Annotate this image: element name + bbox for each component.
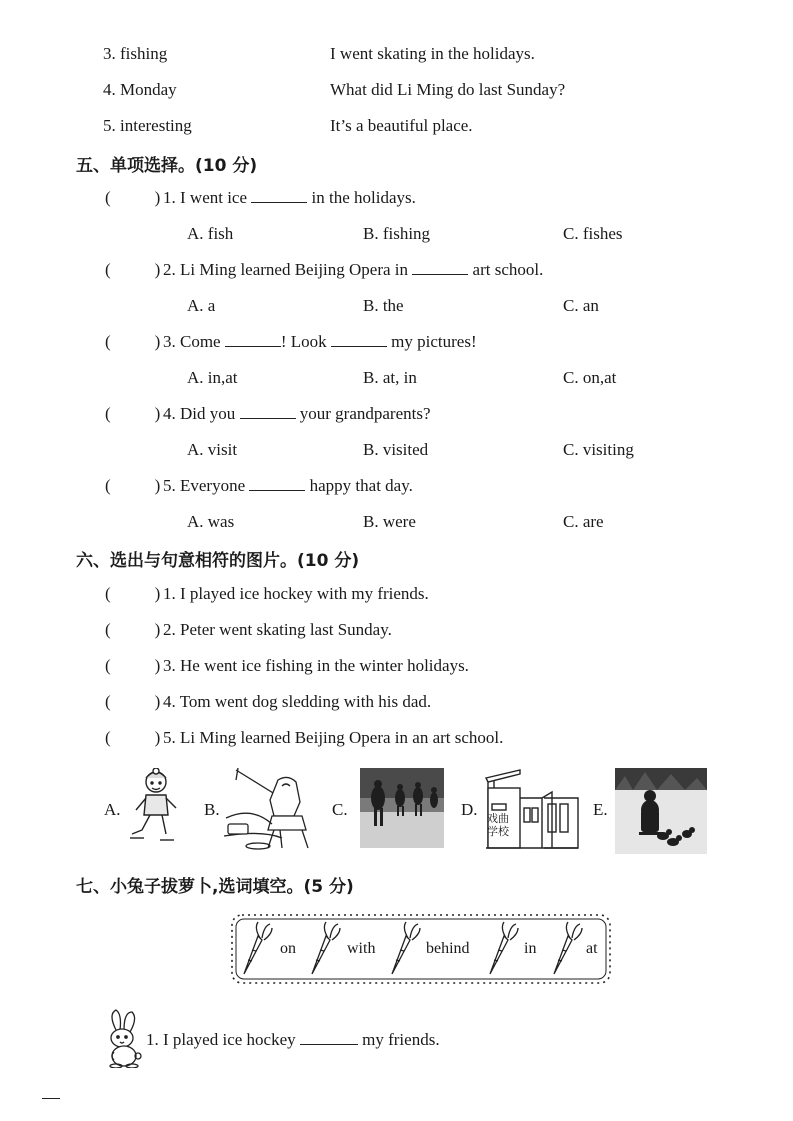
question-5: 5. Everyone happy that day. xyxy=(163,476,413,495)
sentence-5: 5. Li Ming learned Beijing Opera in an art school. xyxy=(163,728,504,747)
option-c[interactable]: C. fishes xyxy=(563,224,623,243)
word-in[interactable]: in xyxy=(524,940,537,957)
answer-blank[interactable] xyxy=(240,404,296,419)
answer-paren[interactable]: ( ) xyxy=(105,620,161,639)
question-3: 3. Come ! Look my pictures! xyxy=(163,332,477,351)
match-left-3: 3. fishing xyxy=(103,44,168,63)
section6-title: 六、选出与句意相符的图片。(10 分) xyxy=(76,551,360,571)
option-c[interactable]: C. an xyxy=(563,296,599,315)
word-behind[interactable]: behind xyxy=(426,940,470,957)
answer-paren[interactable]: ( ) xyxy=(105,260,161,279)
carrot-icon xyxy=(306,920,342,978)
answer-paren[interactable]: ( ) xyxy=(105,476,161,495)
picture-label-a: A. xyxy=(104,800,121,819)
option-a[interactable]: A. fish xyxy=(187,224,234,243)
answer-paren[interactable]: ( ) xyxy=(105,728,161,747)
match-right-5: It’s a beautiful place. xyxy=(330,116,473,135)
answer-blank[interactable] xyxy=(225,332,281,347)
option-a[interactable]: A. visit xyxy=(187,440,238,459)
option-b[interactable]: B. at, in xyxy=(363,368,417,387)
answer-blank[interactable] xyxy=(412,260,468,275)
option-c[interactable]: C. are xyxy=(563,512,604,531)
question-1: 1. I went ice in the holidays. xyxy=(163,188,416,207)
answer-blank[interactable] xyxy=(251,188,307,203)
answer-blank[interactable] xyxy=(249,476,305,491)
option-c[interactable]: C. on,at xyxy=(563,368,617,387)
section5-title: 五、单项选择。(10 分) xyxy=(76,156,258,176)
option-a[interactable]: A. a xyxy=(187,296,216,315)
answer-blank[interactable] xyxy=(300,1030,358,1045)
question-2: 2. Li Ming learned Beijing Opera in art school. xyxy=(163,260,544,279)
sentence-1: 1. I played ice hockey with my friends. xyxy=(163,584,429,603)
option-c[interactable]: C. visiting xyxy=(563,440,634,459)
answer-paren[interactable]: ( ) xyxy=(105,332,161,351)
word-on[interactable]: on xyxy=(280,940,296,957)
rabbit-icon xyxy=(102,1008,144,1068)
sentence-2: 2. Peter went skating last Sunday. xyxy=(163,620,392,639)
sentence-3: 3. He went ice fishing in the winter holidays. xyxy=(163,656,469,675)
footer-dash xyxy=(42,1098,60,1099)
option-b[interactable]: B. were xyxy=(363,512,416,531)
sentence-4: 4. Tom went dog sledding with his dad. xyxy=(163,692,432,711)
picture-label-b: B. xyxy=(204,800,220,819)
word-with[interactable]: with xyxy=(347,940,376,957)
carrot-icon xyxy=(484,920,520,978)
match-right-3: I went skating in the holidays. xyxy=(330,44,535,63)
answer-paren[interactable]: ( ) xyxy=(105,692,161,711)
option-a[interactable]: A. was xyxy=(187,512,235,531)
option-b[interactable]: B. the xyxy=(363,296,404,315)
fill-question-1: 1. I played ice hockey my friends. xyxy=(146,1030,440,1049)
school-sign: 戏曲 学校 xyxy=(487,812,509,838)
carrot-icon xyxy=(386,920,422,978)
picture-label-d: D. xyxy=(461,800,478,819)
ice-hockey-photo[interactable] xyxy=(360,768,444,848)
question-4: 4. Did you your grandparents? xyxy=(163,404,431,423)
option-b[interactable]: B. fishing xyxy=(363,224,431,243)
match-left-4: 4. Monday xyxy=(103,80,177,99)
option-a[interactable]: A. in,at xyxy=(187,368,238,387)
answer-paren[interactable]: ( ) xyxy=(105,584,161,603)
word-at[interactable]: at xyxy=(586,940,598,957)
section7-title: 七、小兔子拔萝卜,选词填空。(5 分) xyxy=(76,877,354,897)
answer-paren[interactable]: ( ) xyxy=(105,404,161,423)
match-left-5: 5. interesting xyxy=(103,116,192,135)
carrot-icon xyxy=(548,920,584,978)
carrot-icon xyxy=(238,920,274,978)
ice-fishing-picture[interactable] xyxy=(222,766,314,854)
match-right-4: What did Li Ming do last Sunday? xyxy=(330,80,566,99)
dog-sledding-photo[interactable] xyxy=(615,768,707,854)
answer-paren[interactable]: ( ) xyxy=(105,188,161,207)
picture-label-e: E. xyxy=(593,800,608,819)
option-b[interactable]: B. visited xyxy=(363,440,429,459)
skating-child-picture[interactable] xyxy=(128,768,184,852)
answer-paren[interactable]: ( ) xyxy=(105,656,161,675)
picture-label-c: C. xyxy=(332,800,348,819)
answer-blank[interactable] xyxy=(331,332,387,347)
